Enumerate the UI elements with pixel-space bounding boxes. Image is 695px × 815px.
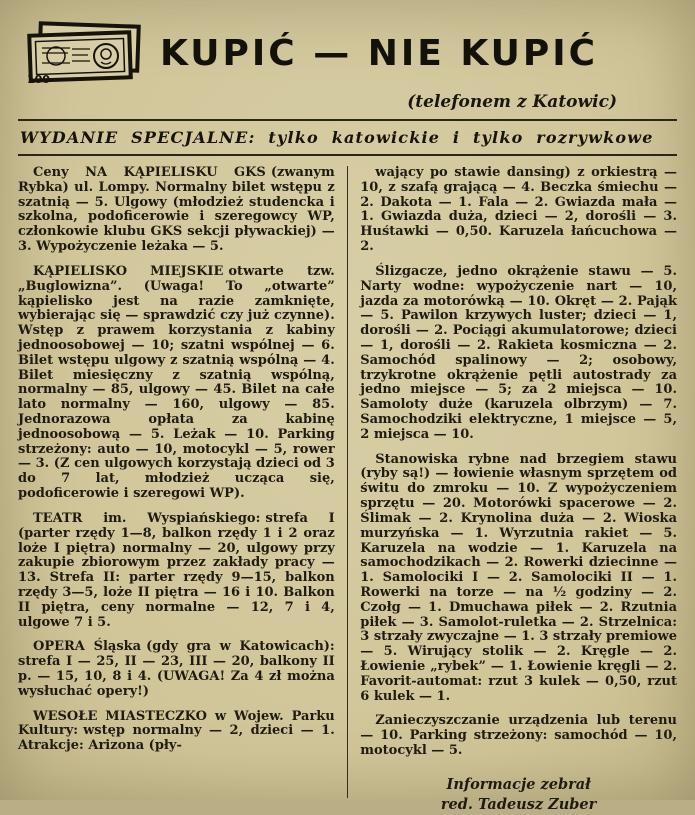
- paragraph: [360, 453, 677, 705]
- byline: (telefonem z Katowic): [407, 92, 617, 112]
- bottom-rule: [18, 154, 677, 156]
- paragraph-text: (gdy gra w Katowicach): strefa I — 25, II — 23, III — 20, balkony II p. — 15, 10, 8 i 4. (UWAGA! Za 4 zł można wysłuchać opery!): [18, 639, 335, 699]
- paragraph-text: Ślizgacze, jedno okrążenie stawu — 5. Narty wodne: wypożyczenie nart — 10, jazda za motorówką — 10. Okręt — 2. Pająk — 5. Pawilon krzywych luster; dzieci — 1, dorośli — 2. Pociągi akumulatorowe; dzieci — 1, dorośli — 2. Rakieta kosmiczna — 2. Samochód spalinowy — 2; osobowy, trzykrotne okrążenie pętli autostrady za jedno miejsce — 5; za 2 miejsca — 10. Samoloty duże (karuzela olbrzym) — 7. Samochodziki elektryczne, 1 miejsce — 5, 2 miejsca — 10.: [360, 263, 677, 442]
- article-columns: [18, 165, 677, 814]
- paragraph-text: (zwanym Rybka) ul. Lompy. Normalny bilet wstępu z szatnią — 5. Ulgowy (młodzież studencka i szkolna, podoficerowie i szeregowcy WP, członkowie klubu GKS sekcji pływackiej) — 3. Wypożyczenie leżaka — 5.: [18, 165, 335, 255]
- paragraph-text: wający po stawie dansing) z orkiestrą — 10, z szafą grającą — 4. Beczka śmiechu — 2. Dakota — 1. Fala — 2. Gwiazda mała — 1. Gwiazda duża, dzieci — 2, dorośli — 3. Huśtawki — 0,50. Karuzela łańcuchowa — 2.: [360, 165, 677, 255]
- paragraph-lead: WESOŁE MIASTECZKO w Wojew. Parku Kultury:: [18, 708, 335, 739]
- banknote-stamp-icon: [26, 22, 144, 84]
- paragraph: [18, 265, 335, 502]
- paragraph: [18, 512, 335, 631]
- paragraph: [18, 710, 335, 754]
- edition-line: WYDANIE SPECJALNE: tylko katowickie i tylko rozrywkowe: [20, 128, 654, 147]
- stamp-value: 100: [27, 73, 50, 86]
- credit-line-2: red. Tadeusz Zuber: [440, 796, 597, 814]
- paragraph-lead: TEATR im. Wyspiańskiego:: [33, 510, 261, 526]
- top-rule: [18, 119, 677, 121]
- paragraph-lead: KĄPIELISKO MIEJSKIE: [33, 263, 224, 279]
- credit-line-1: Informacje zebrał: [446, 775, 591, 793]
- paragraph-text: wstęp normalny — 2, dzieci — 1. Atrakcje: Arizona (pły-: [18, 723, 335, 754]
- page-title: KUPIĆ — NIE KUPIĆ: [160, 32, 599, 74]
- paragraph-text: Zanieczyszczanie urządzenia lub terenu — 10. Parking strzeżony: samochód — 10, motocykl — 5.: [360, 713, 677, 759]
- right-column-paragraphs: [360, 166, 677, 759]
- paragraph: [360, 166, 677, 255]
- paragraph-text: otwarte tzw. „Buglowizna”. (Uwaga! To „otwarte” kąpielisko jest na razie zamknięte, wybierając się — sprawdzić czy już czynne). Wstęp z prawem korzystania z kabiny jednoosobowej — 10; szatni wspólnej — 6. Bilet wstępu ulgowy z szatnią wspólną — 4. Bilet miesięczny z szatnią wspólną, normalny — 85, ulgowy — 45. Bilet na całe lato normalny — 160, ulgowy — 85. Jednorazowa opłata za kabinę jednoosobową — 5. Leżak — 10. Parking strzeżony: auto — 10, motocykl — 5, rower — 3. (Z cen ulgowych korzystają dzieci od 3 do 7 lat, młodzież ucząca się, podoficerowie i szeregowi WP).: [18, 263, 335, 502]
- masthead: [0, 0, 695, 84]
- paragraph-lead: Ceny NA KĄPIELISKU GKS: [33, 165, 266, 180]
- paragraph: [360, 265, 677, 443]
- paragraph: [18, 166, 335, 255]
- paragraph-lead: OPERA Śląska: [33, 639, 142, 655]
- right-column: [348, 165, 677, 814]
- credits: [360, 775, 677, 815]
- paragraph-text: strefa I (parter rzędy 1—8, balkon rzędy 1 i 2 oraz loże I piętra) normalny — 20, ulgowy przy zakupie zbiorowym przez zakłady pracy — 13. Strefa II: parter rzędy 9—15, balkon rzędy 3—5, loże II piętra — 16 i 10. Balkon II piętra, ceny normalne — 12, 7 i 4, ulgowe 7 i 5.: [18, 510, 335, 630]
- paragraph-text: Stanowiska rybne nad brzegiem stawu (ryby są!) — łowienie własnym sprzętem od świtu do zmroku — 10. Z wypożyczeniem sprzętu — 20. Motorówki spacerowe — 2. Ślimak — 2. Krynolina duża — 2. Wioska murzyńska — 1. Wyrzutnia rakiet — 5. Karuzela na wodzie — 1. Karuzela na samochodzikach — 2. Rowerki dziecinne — 1. Samolociki I — 2. Samolociki II — 1. Rowerki na torze — na ½ godziny — 2. Czołg — 1. Dmuchawa piłek — 2. Rzutnia piłek — 3. Samolot-ruletka — 2. Strzelnica: 3 strzały zwyczajne — 1. 3 strzały premiowe — 5. Wirujący stolik — 2. Kręgle — 2. Łowienie „rybek” — 1. Łowienie kręgli — 2. Favorit-automat: rzut 3 kulek — 0,50, rzut 6 kulek — 1.: [360, 451, 677, 704]
- paragraph: [360, 714, 677, 758]
- left-column: [18, 166, 347, 798]
- paragraph: [18, 640, 335, 699]
